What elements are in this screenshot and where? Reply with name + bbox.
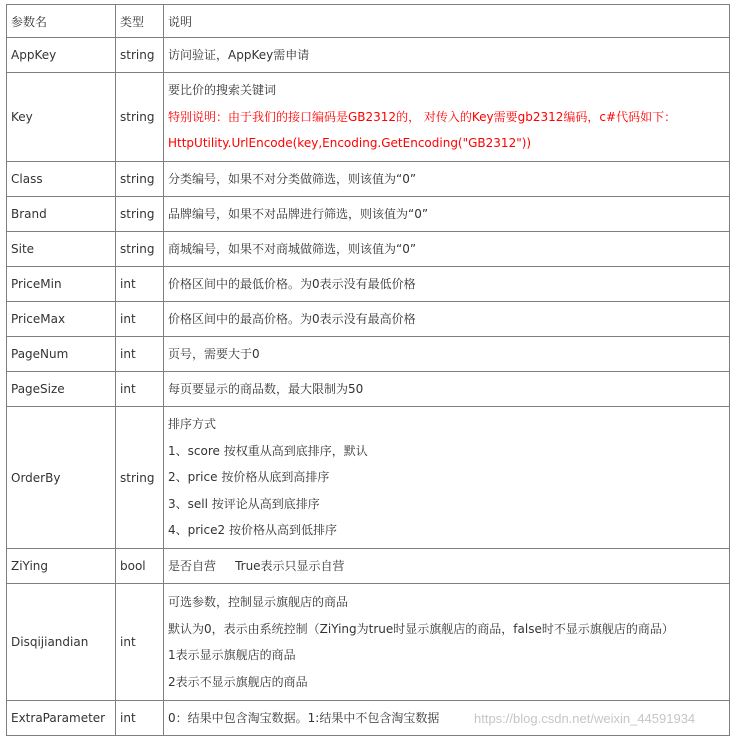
param-desc [164, 73, 730, 162]
desc-line: 可选参数，控制显示旗舰店的商品 [168, 595, 349, 609]
desc-line: 品牌编号，如果不对品牌进行筛选，则该值为“0” [168, 206, 429, 221]
header-type: 类型 [116, 5, 164, 38]
param-name: ExtraParameter [7, 701, 116, 736]
param-type: int [116, 584, 164, 701]
desc-line: 价格区间中的最高价格。为0表示没有最高价格 [168, 311, 416, 326]
desc-line-highlight: HttpUtility.UrlEncode(key,Encoding.GetEncoding("GB2312")) [168, 136, 532, 151]
param-type: int [116, 701, 164, 736]
table-row [7, 372, 730, 407]
table-row [7, 549, 730, 584]
param-type: string [116, 73, 164, 162]
param-name: Site [7, 232, 116, 267]
desc-line: 是否自营 True表示只显示自营 [168, 558, 345, 573]
param-type: string [116, 407, 164, 549]
param-name: OrderBy [7, 407, 116, 549]
table-row [7, 38, 730, 73]
param-name: AppKey [7, 38, 116, 73]
param-desc [164, 197, 730, 232]
desc-line: 要比价的搜索关键词 [168, 83, 277, 98]
header-name: 参数名 [7, 5, 116, 38]
desc-line: 0：结果中包含淘宝数据。1:结果中不包含淘宝数据 [168, 710, 440, 725]
param-type: string [116, 232, 164, 267]
param-name: PageSize [7, 372, 116, 407]
param-name: Brand [7, 197, 116, 232]
desc-line: 每页要显示的商品数，最大限制为50 [168, 381, 364, 396]
param-type: string [116, 197, 164, 232]
param-name: PriceMax [7, 302, 116, 337]
desc-line: 价格区间中的最低价格。为0表示没有最低价格 [168, 276, 416, 291]
param-type: int [116, 302, 164, 337]
param-name: Class [7, 162, 116, 197]
param-type: string [116, 38, 164, 73]
table-row [7, 267, 730, 302]
param-desc [164, 267, 730, 302]
table-row [7, 407, 730, 549]
param-type: string [116, 162, 164, 197]
param-desc [164, 407, 730, 549]
param-type: bool [116, 549, 164, 584]
param-desc [164, 162, 730, 197]
desc-line: 页号，需要大于0 [168, 346, 260, 361]
param-desc [164, 584, 730, 701]
table-row [7, 232, 730, 267]
desc-line: 默认为0，表示由系统控制（ZiYing为true时显示旗舰店的商品，false时不显示旗舰店的商品） [168, 621, 674, 636]
desc-line: 1、score 按权重从高到底排序，默认 [168, 443, 368, 458]
desc-line: 2表示不显示旗舰店的商品 [168, 674, 308, 689]
param-desc [164, 232, 730, 267]
desc-line: 2、price 按价格从底到高排序 [168, 470, 330, 485]
param-name: Disqijiandian [7, 584, 116, 701]
table-row [7, 162, 730, 197]
param-type: int [116, 267, 164, 302]
desc-line: 4、price2 按价格从高到低排序 [168, 523, 337, 538]
desc-line: 访问验证，AppKey需申请 [168, 47, 310, 62]
param-name: ZiYing [7, 549, 116, 584]
param-name: PriceMin [7, 267, 116, 302]
table-row [7, 584, 730, 701]
desc-line: 3、sell 按评论从高到底排序 [168, 496, 320, 511]
param-desc [164, 549, 730, 584]
param-name: Key [7, 73, 116, 162]
table-header-row [7, 5, 730, 38]
param-type: int [116, 337, 164, 372]
header-desc: 说明 [164, 5, 730, 38]
param-desc [164, 372, 730, 407]
param-desc [164, 337, 730, 372]
parameter-table [6, 4, 730, 736]
table-row [7, 302, 730, 337]
table-row [7, 337, 730, 372]
param-desc [164, 302, 730, 337]
desc-line: 商城编号，如果不对商城做筛选，则该值为“0” [168, 241, 417, 256]
watermark: https://blog.csdn.net/weixin_44591934 [474, 711, 696, 726]
table-row [7, 73, 730, 162]
desc-line: 排序方式 [168, 417, 217, 432]
desc-line: 1表示显示旗舰店的商品 [168, 648, 296, 662]
desc-line-highlight: 特别说明：由于我们的接口编码是GB2312的， 对传入的Key需要gb2312编码，c#代码如下： [168, 109, 677, 124]
table-row [7, 197, 730, 232]
desc-line: 分类编号，如果不对分类做筛选，则该值为“0” [168, 171, 417, 186]
param-name: PageNum [7, 337, 116, 372]
param-desc [164, 38, 730, 73]
param-type: int [116, 372, 164, 407]
